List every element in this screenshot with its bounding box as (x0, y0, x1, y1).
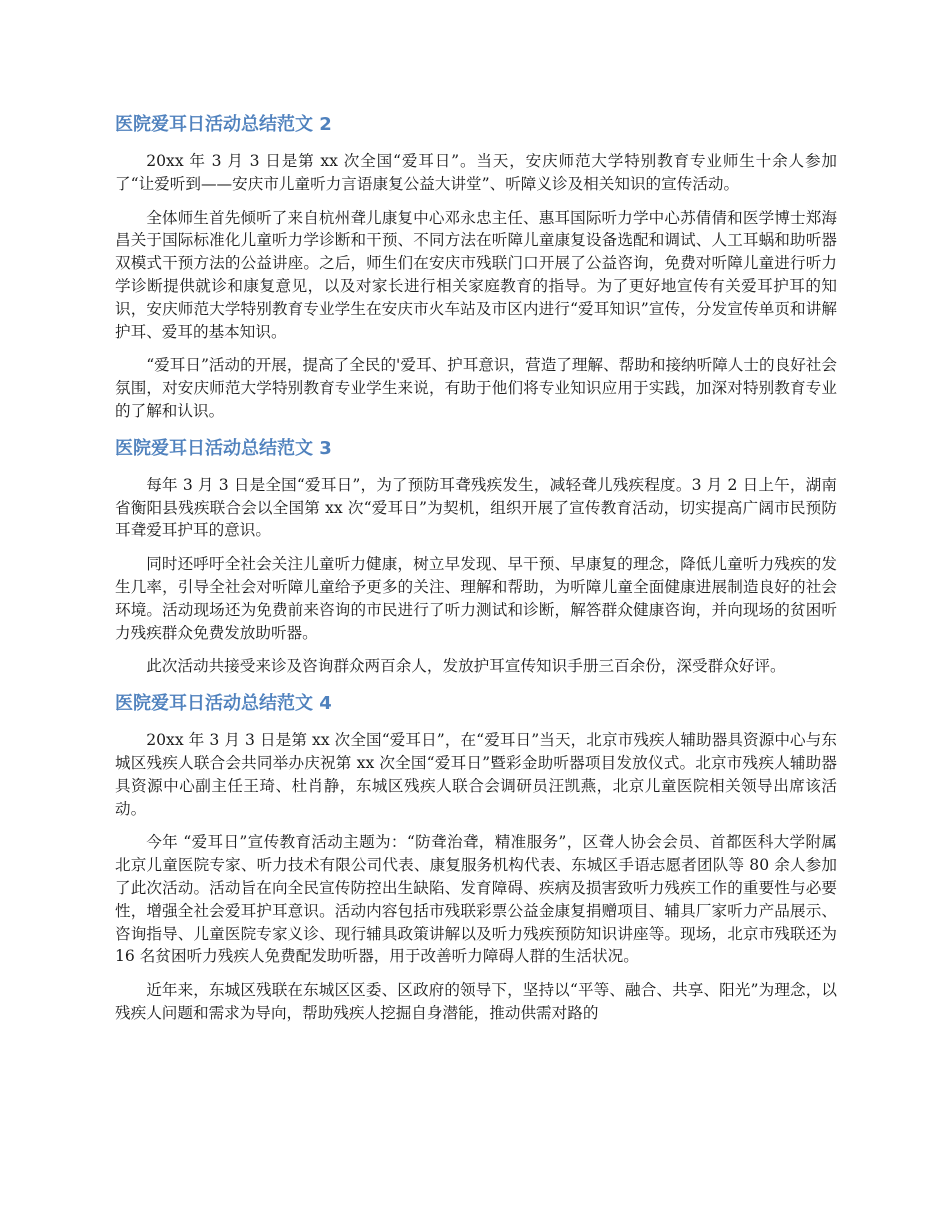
paragraph: 20xx 年 3 月 3 日是第 xx 次全国“爱耳日”，在“爱耳日”当天，北京市残疾人辅助器具资源中心与东城区残疾人联合会共同举办庆祝第 xx 次全国“爱耳日”暨彩金助听器项目发放仪式。北京市残疾人辅助器具资源中心副主任王琦、杜肖静，东城区残疾人联合会调研员汪凯燕，北京儿童医院相关领导出席该活动。 (115, 731, 837, 818)
paragraph: 近年来，东城区残联在东城区区委、区政府的领导下，坚持以“平等、融合、共享、阳光”为理念，以残疾人问题和需求为导向，帮助残疾人挖掘自身潜能，推动供需对路的 (115, 981, 837, 1022)
paragraph: 今年 “爱耳日”宣传教育活动主题为：“防聋治聋，精准服务”，区聋人协会会员、首都医科大学附属北京儿童医院专家、听力技术有限公司代表、康复服务机构代表、东城区手语志愿者团队等 80 余人参加了此次活动。活动旨在向全民宣传防控出生缺陷、发育障碍、疾病及损害致听力残疾工作的重要性与必要性，增强全社会爱耳护耳意识。活动内容包括市残联彩票公益金康复捐赠项目、辅具厂家听力产品展示、咨询指导、儿童医院专家义诊、现行辅具政策讲解以及听力残疾预防知识讲座等。现场，北京市残联还为 16 名贫困听力残疾人免费配发助听器，用于改善听力障碍人群的生活状况。 (115, 833, 837, 966)
section-2 (115, 110, 837, 423)
paragraph: 全体师生首先倾听了来自杭州聋儿康复中心邓永忠主任、惠耳国际听力学中心苏倩倩和医学博士郑海昌关于国际标准化儿童听力学诊断和干预、不同方法在听障儿童康复设备选配和调试、人工耳蜗和助听器双模式干预方法的公益讲座。之后，师生们在安庆市残联门口开展了公益咨询，免费对听障儿童进行听力学诊断提供就诊和康复意见，以及对家长进行相关家庭教育的指导。为了更好地宣传有关爱耳护耳的知识，安庆师范大学特别教育专业学生在安庆市火车站及市区内进行“爱耳知识”宣传，分发宣传单页和讲解护耳、爱耳的基本知识。 (115, 208, 837, 341)
paragraph: 同时还呼吁全社会关注儿童听力健康，树立早发现、早干预、早康复的理念，降低儿童听力残疾的发生几率，引导全社会对听障儿童给予更多的关注、理解和帮助，为听障儿童全面健康进展制造良好的社会环境。活动现场还为免费前来咨询的市民进行了听力测试和诊断，解答群众健康咨询，并向现场的贫困听力残疾群众免费发放助听器。 (115, 555, 837, 642)
paragraph: “爱耳日”活动的开展，提高了全民的'爱耳、护耳意识，营造了理解、帮助和接纳听障人士的良好社会氛围，对安庆师范大学特别教育专业学生来说，有助于他们将专业知识应用于实践，加深对特别教育专业的了解和认识。 (115, 356, 837, 420)
section-heading: 医院爱耳日活动总结范文 2 (115, 114, 332, 135)
section-4 (115, 689, 837, 1025)
paragraph: 此次活动共接受来诊及咨询群众两百余人，发放护耳宣传知识手册三百余份，深受群众好评。 (146, 657, 786, 676)
paragraph: 20xx 年 3 月 3 日是第 xx 次全国“爱耳日”。当天，安庆师范大学特别教育专业师生十余人参加了“让爱听到——安庆市儿童听力言语康复公益大讲堂”、听障义诊及相关知识的宣传活动。 (115, 152, 837, 193)
section-3 (115, 434, 837, 678)
section-heading: 医院爱耳日活动总结范文 4 (115, 693, 332, 715)
paragraph: 每年 3 月 3 日是全国“爱耳日”，为了预防耳聋残疾发生，减轻聋儿残疾程度。3 月 2 日上午，湖南省衡阳县残疾联合会以全国第 xx 次“爱耳日”为契机，组织开展了宣传教育活动，切实提高广阔市民预防耳聋爱耳护耳的意识。 (115, 475, 837, 540)
document-page (115, 110, 837, 1036)
section-heading: 医院爱耳日活动总结范文 3 (115, 437, 332, 459)
